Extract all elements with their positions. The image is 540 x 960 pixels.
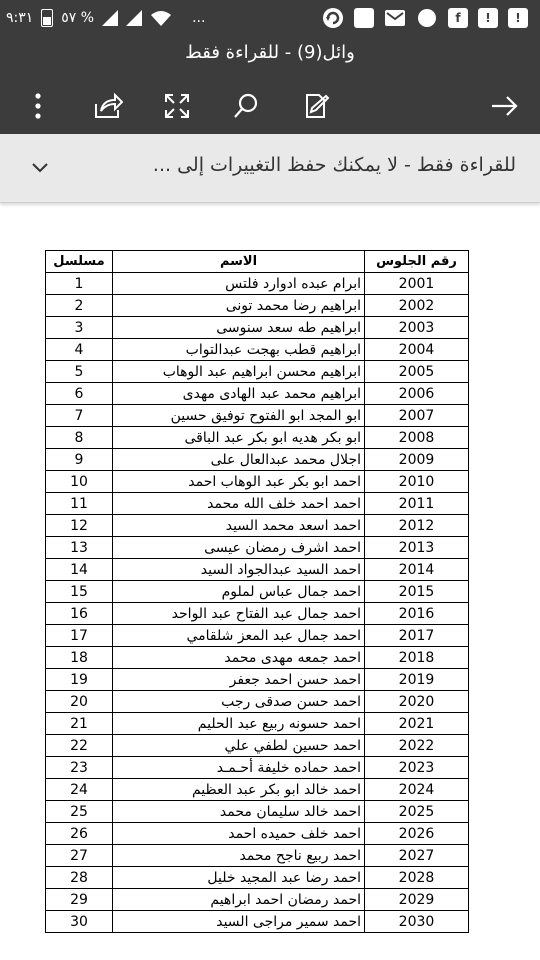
cell-name[interactable]: احمد السيد عبدالجواد السيد [113,559,365,581]
signal-icon [102,10,118,26]
cell-name[interactable]: احمد خلف حميده احمد [113,823,365,845]
cell-seq[interactable]: 25 [46,801,113,823]
cell-name[interactable]: ابراهيم رضا محمد تونى [113,295,365,317]
table-row [46,713,469,735]
table-row [46,911,469,933]
cell-seat[interactable]: 2028 [365,867,469,889]
cell-name[interactable]: ابو المجد ابو الفتوح توفيق حسين [113,405,365,427]
arrow-icon[interactable] [484,86,524,126]
cell-name[interactable]: احمد خالد ابو بكر عبد العظيم [113,779,365,801]
cell-name[interactable]: ابراهيم طه سعد سنوسى [113,317,365,339]
cell-name[interactable]: احمد ربيع ناجح محمد [113,845,365,867]
cell-seq[interactable]: 4 [46,339,113,361]
cell-seq[interactable]: 7 [46,405,113,427]
table-row [46,625,469,647]
cell-name[interactable]: احمد حسن احمد جعفر [113,669,365,691]
document-title: وائل(9) - للقراءة فقط [185,42,355,63]
facebook-icon: f [448,8,468,28]
cell-name[interactable]: احمد اسعد محمد السيد [113,515,365,537]
table-row [46,339,469,361]
cell-seq[interactable]: 17 [46,625,113,647]
cell-seq[interactable]: 13 [46,537,113,559]
cell-seat[interactable]: 2006 [365,383,469,405]
cell-name[interactable]: احمد سمير مراجى السيد [113,911,365,933]
cell-seat[interactable]: 2010 [365,471,469,493]
cell-name[interactable]: احمد احمد خلف الله محمد [113,493,365,515]
cell-name[interactable]: احمد حسن صدقى رجب [113,691,365,713]
cell-seq[interactable]: 21 [46,713,113,735]
wifi-icon [150,10,172,26]
cell-seat[interactable]: 2001 [365,273,469,295]
cell-seat[interactable]: 2009 [365,449,469,471]
cell-seq[interactable]: 8 [46,427,113,449]
cell-name[interactable]: ابراهيم محسن ابراهيم عبد الوهاب [113,361,365,383]
cell-seat[interactable]: 2018 [365,647,469,669]
mail-icon [384,7,406,29]
cell-seq[interactable]: 12 [46,515,113,537]
status-right [322,0,528,36]
table-row [46,471,469,493]
table-row [46,383,469,405]
sync-icon [322,7,344,29]
square-icon [354,8,374,28]
battery-icon [41,9,53,27]
search-icon[interactable] [226,86,266,126]
circle-icon [416,7,438,29]
table-row [46,757,469,779]
cell-seat[interactable]: 2020 [365,691,469,713]
table-header-row [46,251,469,273]
cell-name[interactable]: احمد جمعه مهدى محمد [113,647,365,669]
cell-seq[interactable]: 16 [46,603,113,625]
table-row [46,361,469,383]
cell-name[interactable]: اجلال محمد عبدالعال على [113,449,365,471]
cell-name[interactable]: احمد رمضان احمد ابراهيم [113,889,365,911]
cell-seat[interactable]: 2016 [365,603,469,625]
alert-icon: ! [478,8,498,28]
table-row [46,581,469,603]
cell-seat[interactable]: 2013 [365,537,469,559]
status-bar [0,0,540,36]
cell-seat[interactable]: 2004 [365,339,469,361]
table-row [46,537,469,559]
cell-seat[interactable]: 2030 [365,911,469,933]
cell-name[interactable]: احمد اشرف رمضان عيسى [113,537,365,559]
header-seq: مسلسل [46,251,113,273]
cell-name[interactable]: ابرام عبده ادوارد فلتس [113,273,365,295]
table-row [46,449,469,471]
cell-seq[interactable]: 19 [46,669,113,691]
cell-name[interactable]: احمد حسونه ربيع عبد الحليم [113,713,365,735]
table-row [46,515,469,537]
cell-seat[interactable]: 2011 [365,493,469,515]
battery-level: ٥٧ % [61,10,95,26]
cell-seq[interactable]: 18 [46,647,113,669]
cell-seq[interactable]: 26 [46,823,113,845]
table-row [46,559,469,581]
table-row [46,779,469,801]
cell-seat[interactable]: 2007 [365,405,469,427]
table-row [46,493,469,515]
table-row [46,889,469,911]
table-row [46,647,469,669]
cell-seat[interactable]: 2005 [365,361,469,383]
cell-seat[interactable]: 2021 [365,713,469,735]
cell-seq[interactable]: 29 [46,889,113,911]
table-row [46,691,469,713]
app-bar [0,36,540,134]
cell-seat[interactable]: 2022 [365,735,469,757]
cell-seq[interactable]: 28 [46,867,113,889]
chevron-down-icon[interactable] [30,158,50,178]
cell-seat[interactable]: 2014 [365,559,469,581]
header-seat: رقم الجلوس [365,251,469,273]
status-left [6,0,205,36]
cell-seat[interactable]: 2017 [365,625,469,647]
cell-seq[interactable]: 9 [46,449,113,471]
edit-icon[interactable] [296,86,336,126]
cell-seq[interactable]: 5 [46,361,113,383]
cell-seat[interactable]: 2027 [365,845,469,867]
table-row [46,801,469,823]
cell-seat[interactable]: 2026 [365,823,469,845]
cell-seat[interactable]: 2029 [365,889,469,911]
cell-seat[interactable]: 2023 [365,757,469,779]
cell-seq[interactable]: 2 [46,295,113,317]
fullscreen-icon[interactable] [157,86,197,126]
table-row [46,845,469,867]
toolbar [0,86,540,130]
table-row [46,273,469,295]
readonly-message: للقراءة فقط - لا يمكنك حفظ التغييرات إلى ... [152,154,516,176]
clock: ٩:٣١ [6,10,34,26]
table-row [46,735,469,757]
signal-icon-2 [126,10,142,26]
table-row [46,295,469,317]
table-row [46,317,469,339]
share-icon[interactable] [88,86,128,126]
table-body [46,273,469,933]
more-notifications: ... [192,10,206,26]
cell-seq[interactable]: 15 [46,581,113,603]
cell-seat[interactable]: 2003 [365,317,469,339]
table-row [46,405,469,427]
cell-seq[interactable]: 3 [46,317,113,339]
cell-seat[interactable]: 2002 [365,295,469,317]
cell-seq[interactable]: 1 [46,273,113,295]
cell-seq[interactable]: 14 [46,559,113,581]
table-row [46,427,469,449]
table-row [46,867,469,889]
cell-seat[interactable]: 2015 [365,581,469,603]
cell-seq[interactable]: 10 [46,471,113,493]
cell-seat[interactable]: 2012 [365,515,469,537]
cell-name[interactable]: احمد ابو بكر عبد الوهاب احمد [113,471,365,493]
cell-seq[interactable]: 27 [46,845,113,867]
cell-name[interactable]: احمد حماده خليفة أحـمـد [113,757,365,779]
cell-name[interactable]: احمد رضا عبد المجيد خليل [113,867,365,889]
cell-name[interactable]: احمد جمال عبد الفتاح عبد الواحد [113,603,365,625]
cell-name[interactable]: احمد خالد سليمان محمد [113,801,365,823]
cell-seq[interactable]: 11 [46,493,113,515]
cell-seat[interactable]: 2025 [365,801,469,823]
cell-seq[interactable]: 6 [46,383,113,405]
table-row [46,823,469,845]
table-row [46,603,469,625]
cell-seq[interactable]: 22 [46,735,113,757]
more-icon[interactable] [18,86,58,126]
readonly-banner [0,134,540,203]
cell-seq[interactable]: 24 [46,779,113,801]
cell-seat[interactable]: 2019 [365,669,469,691]
cell-seat[interactable]: 2008 [365,427,469,449]
cell-name[interactable]: احمد حسين لطفي علي [113,735,365,757]
cell-seq[interactable]: 23 [46,757,113,779]
cell-seat[interactable]: 2024 [365,779,469,801]
cell-name[interactable]: احمد جمال عباس لملوم [113,581,365,603]
students-table [45,250,469,933]
header-name: الاسم [113,251,365,273]
cell-name[interactable]: ابراهيم محمد عبد الهادى مهدى [113,383,365,405]
alert-icon-2: ! [508,8,528,28]
table-row [46,669,469,691]
cell-name[interactable]: احمد جمال عبد المعز شلقامي [113,625,365,647]
cell-seq[interactable]: 20 [46,691,113,713]
cell-name[interactable]: ابو بكر هديه ابو بكر عبد الباقى [113,427,365,449]
cell-name[interactable]: ابراهيم قطب بهجت عبدالتواب [113,339,365,361]
cell-seq[interactable]: 30 [46,911,113,933]
